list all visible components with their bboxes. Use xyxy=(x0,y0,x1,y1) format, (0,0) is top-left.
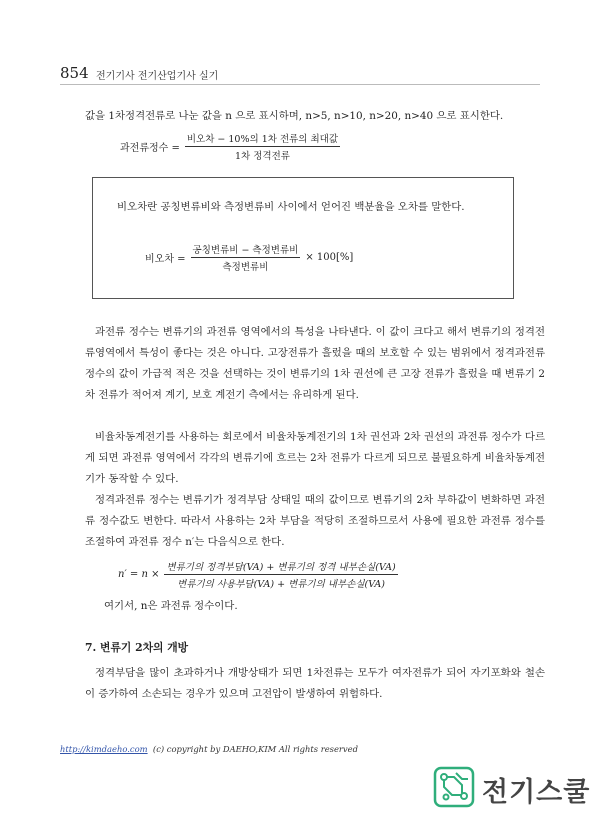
equation-fraction xyxy=(185,131,340,162)
equation-adjusted-constant xyxy=(118,559,398,590)
footer-link[interactable]: http://kimdaeho.com xyxy=(60,744,148,754)
equation-fraction xyxy=(164,559,397,590)
fraction-numerator: 공칭변류비 − 측정변류비 xyxy=(191,242,301,258)
definition-box xyxy=(92,177,514,299)
fraction-numerator: 변류기의 정격부담(VA) + 변류기의 정격 내부손실(VA) xyxy=(164,559,397,575)
page-number: 854 xyxy=(60,64,89,82)
fraction-numerator: 비오차 − 10%의 1차 전류의 최대값 xyxy=(185,131,340,147)
equation-ratio-error xyxy=(145,242,353,273)
paragraph-burden-adjustment: 정격과전류 정수는 변류기가 정격부담 상태일 때의 값이므로 변류기의 2차 부하값이 변화하면 과전류 정수값도 변한다. 따라서 사용하는 2차 부담을 적당히 조절하므로서 사용에 필요한 과전류 정수를 조절하여 과전류 정수 n′는 다음식으로 한다. xyxy=(85,494,545,548)
logo xyxy=(432,765,590,813)
footer-copyright: (c) copyright by DAEHO,KIM All rights reserved xyxy=(152,744,358,754)
header-rule xyxy=(60,84,540,85)
fraction-denominator: 변류기의 사용부담(VA) + 변류기의 내부손실(VA) xyxy=(177,579,385,590)
where-line: 여기서, n은 과전류 정수이다. xyxy=(104,600,238,612)
section-heading: 7. 변류기 2차의 개방 xyxy=(85,641,189,654)
paragraph-differential-relay: 비율차동계전기를 사용하는 회로에서 비율차동계전기의 1차 권선과 2차 권선의 과전류 정수가 다르게 되면 과전류 영역에서 각각의 변류기에 흐르는 2차 전류가 다르게 되므로 불필요하게 비율차동계전기가 동작할 수 있다. xyxy=(85,431,545,485)
book-title: 전기기사 전기산업기사 실기 xyxy=(96,71,219,82)
intro-line: 값을 1차정격전류로 나눈 값을 n 으로 표시하며, n>5, n>10, n>20, n>40 으로 표시한다. xyxy=(85,110,504,122)
circuit-chip-icon xyxy=(432,765,476,813)
equation-overcurrent-constant xyxy=(120,131,340,162)
equation-lhs: 비오차 = xyxy=(145,254,186,265)
fraction-denominator: 1차 정격전류 xyxy=(234,151,290,162)
section-body: 정격부담을 많이 초과하거나 개방상태가 되면 1차전류는 모두가 여자전류가 되어 자기포화와 철손이 증가하여 소손되는 경우가 있으며 고전압이 발생하여 위험하다. xyxy=(85,667,545,700)
equation-fraction xyxy=(191,242,301,273)
fraction-denominator: 측정변류비 xyxy=(222,262,269,273)
footer xyxy=(60,744,358,754)
paragraph-overcurrent-characteristics: 과전류 정수는 변류기의 과전류 영역에서의 특성을 나타낸다. 이 값이 크다고 해서 변류기의 정격전류영역에서 특성이 좋다는 것은 아니다. 고장전류가 흘렀을 때의 보호할 수 있는 범위에서 정격과전류 정수의 값이 가급적 적은 것을 선택하는 것이 변류기의 1차 권선에 큰 고장 전류가 흘렀을 때 변류기 2차 전류가 적어져 계기, 보호 계전기 측에서는 유리하게 된다. xyxy=(85,326,545,401)
logo-text: 전기스쿨 xyxy=(482,776,591,808)
equation-tail: × 100[%] xyxy=(305,252,354,263)
equation-lhs: n′ = n × xyxy=(118,569,160,580)
equation-lhs: 과전류정수 = xyxy=(120,143,180,154)
definition-text: 비오차란 공칭변류비와 측정변류비 사이에서 얻어진 백분율을 오차를 말한다. xyxy=(117,201,465,213)
